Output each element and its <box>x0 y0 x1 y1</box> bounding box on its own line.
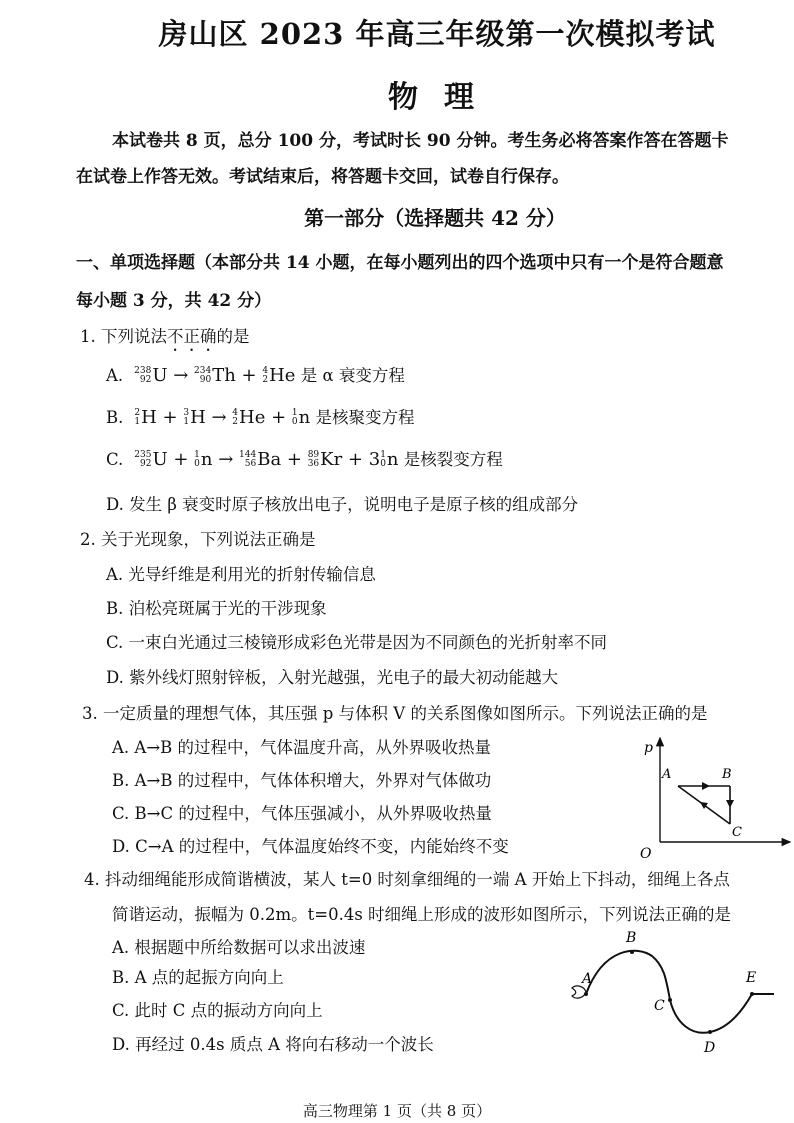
q3-point-b: B <box>722 767 732 782</box>
q1-c-equation: 235 92 U + 1 0 n → 144 56 Ba + 89 36 Kr + 3 1 0 n <box>134 449 399 470</box>
q4-point-d: D <box>704 1040 716 1056</box>
section-title: 第一部分（选择题共 42 分） <box>304 206 566 230</box>
q4-option-b: B. A 点的起振方向向上 <box>112 968 284 987</box>
q1-option-c <box>106 446 503 470</box>
q4-dot-d <box>708 1030 712 1034</box>
q3-option-c: C. B→C 的过程中，气体压强减小，从外界吸收热量 <box>112 804 492 823</box>
q1-b-text: 是核聚变方程 <box>315 408 415 427</box>
q4-point-c: C <box>654 998 665 1014</box>
q3-option-a: A. A→B 的过程中，气体温度升高，从外界吸收热量 <box>112 738 492 757</box>
q4-point-e: E <box>746 970 757 986</box>
exam-title: 房山区 2023 年高三年级第一次模拟考试 <box>158 17 716 51</box>
q1-b-label: B. <box>106 408 124 427</box>
q3-arrow-bc <box>726 800 734 808</box>
q4-point-a: A <box>582 971 593 987</box>
q2-stem: 2. 关于光现象，下列说法正确是 <box>80 530 316 549</box>
q1-option-b <box>106 404 414 428</box>
q1-stem <box>80 323 250 355</box>
q1-option-d: D. 发生 β 衰变时原子核放出电子，说明电子是原子核的组成部分 <box>106 495 579 514</box>
q4-point-b: B <box>626 930 637 946</box>
page-footer: 高三物理第 1 页（共 8 页） <box>302 1102 492 1120</box>
q4-wave-graph <box>566 928 794 1058</box>
q3-option-b: B. A→B 的过程中，气体体积增大，外界对气体做功 <box>112 771 492 790</box>
q1-stem-emphasis: 不正确 <box>167 327 217 346</box>
q4-stem-line-1: 4. 抖动细绳能形成简谐横波，某人 t=0 时刻拿细绳的一端 A 开始上下抖动，细绳上各点 <box>84 870 730 889</box>
q3-option-d: D. C→A 的过程中，气体温度始终不变，内能始终不变 <box>112 837 509 856</box>
q1-option-a <box>106 362 405 386</box>
q4-option-c: C. 此时 C 点的振动方向向上 <box>112 1001 323 1020</box>
subject-title: 物理 <box>388 80 500 115</box>
q4-stem-line-2: 简谐运动，振幅为 0.2m。t=0.4s 时细绳上形成的波形如图所示，下列说法正确的是 <box>112 905 732 924</box>
q2-option-d: D. 紫外线灯照射锌板，入射光越强，光电子的最大初动能越大 <box>106 668 559 687</box>
q1-b-equation: 2 1 H + 3 1 H → 4 2 He + 1 0 n <box>134 407 311 428</box>
q3-axis-p-label: p <box>644 740 653 756</box>
q3-origin-label: O <box>640 846 652 862</box>
q2-option-a: A. 光导纤维是利用光的折射传输信息 <box>106 565 376 584</box>
q3-point-a: A <box>662 767 672 782</box>
q4-dot-c <box>668 998 672 1002</box>
q2-option-b: B. 泊松亮斑属于光的干涉现象 <box>106 599 327 618</box>
q4-option-d: D. 再经过 0.4s 质点 A 将向右移动一个波长 <box>112 1035 434 1054</box>
q1-stem-after: 的是 <box>216 327 250 346</box>
q1-c-text: 是核裂变方程 <box>403 450 503 469</box>
q1-a-text: 是 α 衰变方程 <box>300 366 405 385</box>
q4-hand-icon <box>572 986 586 998</box>
section-instruction-2: 每小题 3 分，共 42 分） <box>76 291 272 311</box>
q3-pv-graph <box>636 730 794 864</box>
q1-a-label: A. <box>106 366 124 385</box>
intro-line-2: 在试卷上作答无效。考试结束后，将答题卡交回，试卷自行保存。 <box>76 167 569 187</box>
intro-line-1: 本试卷共 8 页，总分 100 分，考试时长 90 分钟。考生务必将答案作答在答题卡 <box>112 131 729 151</box>
q2-option-c: C. 一束白光通过三棱镜形成彩色光带是因为不同颜色的光折射率不同 <box>106 633 608 652</box>
q3-stem: 3. 一定质量的理想气体，其压强 p 与体积 V 的关系图像如图所示。下列说法正确的是 <box>82 704 708 723</box>
q3-point-c: C <box>732 825 742 840</box>
q1-a-equation: 238 92 U → 234 90 Th + 4 2 He <box>134 365 296 386</box>
q4-dot-b <box>630 950 634 954</box>
q4-dot-a <box>584 992 588 996</box>
section-instruction-1: 一、单项选择题（本部分共 14 小题，在每小题列出的四个选项中只有一个是符合题意 <box>76 253 724 273</box>
q1-c-label: C. <box>106 450 124 469</box>
q3-arrow-ab <box>702 782 710 790</box>
q4-wave-curve <box>586 951 774 1033</box>
q1-stem-before: 1. 下列说法 <box>80 327 167 346</box>
q4-option-a: A. 根据题中所给数据可以求出波速 <box>112 938 366 957</box>
q4-dot-e <box>750 992 754 996</box>
